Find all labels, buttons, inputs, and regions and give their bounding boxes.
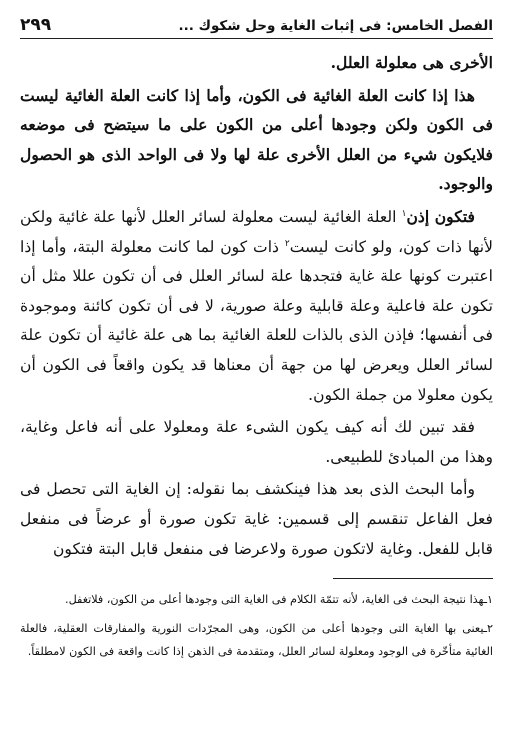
footnote-ref-2[interactable]: ٢ bbox=[284, 238, 290, 249]
paragraph-3-part-b: العلة الغائية ليست معلولة لسائر العلل لأنها علة غائية ولكن لأنها ذات كون، ولو كانت ليست bbox=[20, 207, 493, 256]
paragraph-5: وأما البحث الذى بعد هذا فينكشف بما نقوله: إن الغاية التى تحصل فى فعل الفاعل تنقسم إلى قسمين: غاية تكون صورة أو عرضاً فى منفعل قابل للفعل. وغاية لاتكون صورة ولاعرضا فى منفعل قابل البتة فتكون bbox=[20, 480, 493, 558]
paragraph-3-lead: فتكون إذن bbox=[406, 206, 475, 226]
footnote-separator bbox=[333, 578, 493, 579]
paragraph-3 bbox=[20, 202, 493, 410]
paragraph-2: هذا إذا كانت العلة الغائية فى الكون، وأما إذا كانت العلة الغائية ليست فى الكون ولكن وجودها أعلى من الكون على ما سيتضح فى موضعه فلايكون شيء من العلل الأخرى علة لها ولا فى الواحد الذى هو الحصول والوجود. bbox=[20, 85, 493, 194]
footnotes bbox=[20, 588, 493, 669]
footnote-2: ٢ـيعنى بها الغاية التى وجودها أعلى من الكون، وهى المجرّدات النورية والمفارقات العقلية، فالعلة الغائية متأخّرة فى الوجود ومعلولة لسائر العلل، ومتقدمة فى الذهن إذا كانت واقعة فى الكون لامطلقاً. bbox=[20, 622, 493, 658]
paragraph-4: فقد تبين لك أنه كيف يكون الشىء علة ومعلولا على أنه فاعل وغاية، وهذا من المبادئ للطبيعى. bbox=[20, 418, 493, 466]
page-number: ٢٩٩ bbox=[20, 15, 52, 35]
paragraph-1: الأخرى هى معلولة العلل. bbox=[330, 53, 493, 72]
chapter-title: الفصل الخامس: فى إثبات الغاية وحل شكوك ... bbox=[178, 18, 493, 34]
main-text bbox=[20, 48, 493, 564]
book-page bbox=[20, 0, 493, 734]
paragraph-3-part-c: ذات كون لما كانت معلولة البتة، وأما إذا اعتبرت كونها علة غاية فتجدها علة لسائر العلل فى أن تكون عللا مثل أن تكون علة فاعلية وعلة قابلية وعلة صورية، لا فى أن تكون كائنة وموجودة فى أنفسها؛ فإذن الذى بالذات للعلة الغائية بما هى علة غائية أن تكون علة لسائر العلل ويعرض لها من جهة أن معناها قد يكون واقعاً فى الكون أن يكون معلولا من جملة الكون. bbox=[20, 237, 493, 404]
footnote-ref-1[interactable]: ١ bbox=[401, 208, 407, 219]
running-header bbox=[20, 8, 493, 39]
footnote-1: ١ـهذا نتيجة البحث فى الغاية، لأنه تتمّة الكلام فى الغاية التى وجودها أعلى من الكون، فلاتغفل. bbox=[65, 593, 493, 606]
